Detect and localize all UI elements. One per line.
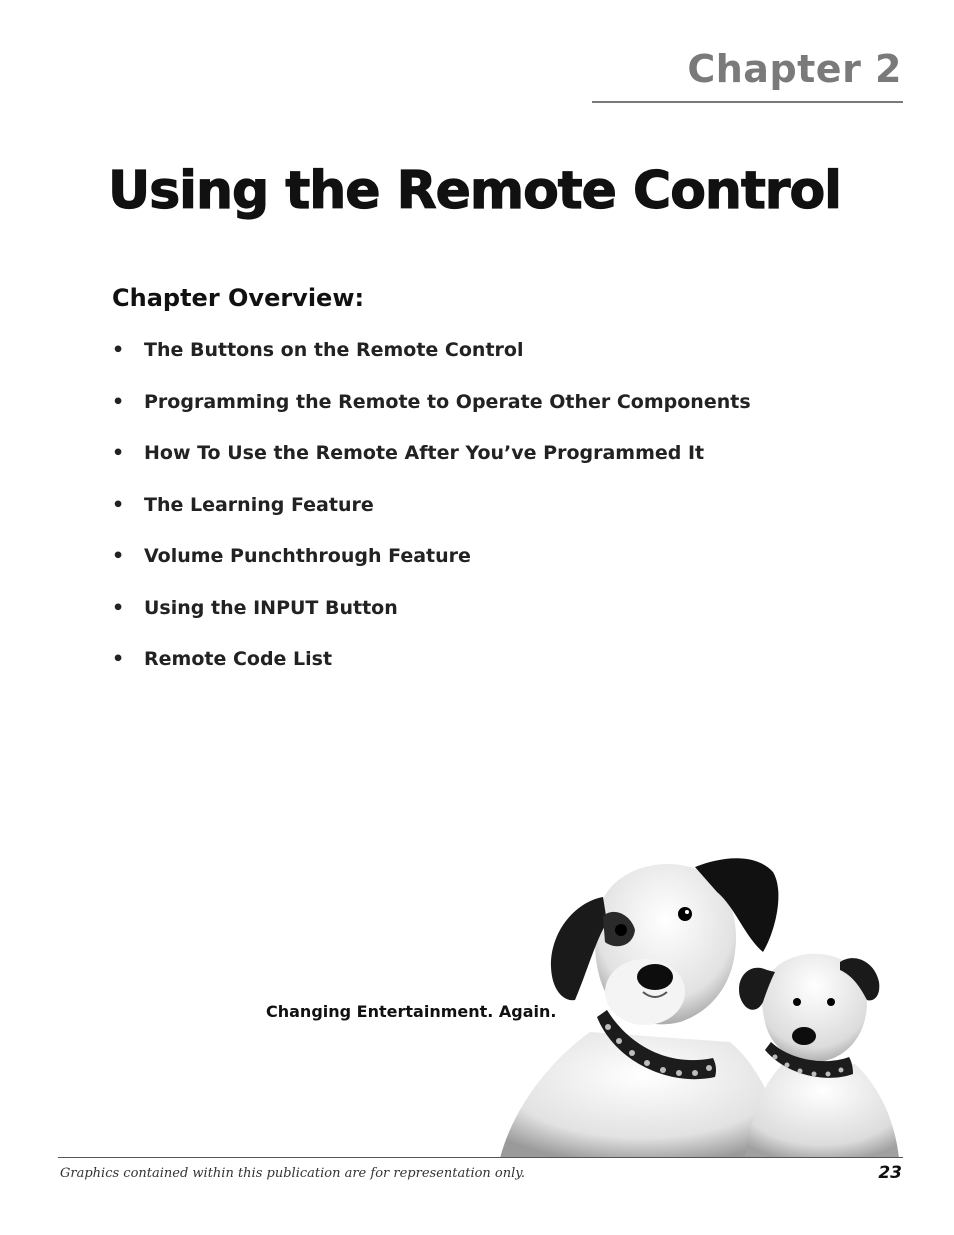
page-title: Using the Remote Control [108,161,841,221]
list-item-text: Volume Punchthrough Feature [144,545,471,567]
bullet-icon: • [112,390,125,413]
overview-list [112,339,751,700]
list-item [112,391,751,443]
list-item-text: The Buttons on the Remote Control [144,339,524,361]
bullet-icon: • [112,545,125,567]
list-item [112,339,751,391]
list-item [112,648,751,700]
two-dogs-photo-icon [495,852,905,1158]
list-item-text: Remote Code List [144,648,333,670]
tagline: Changing Entertainment. Again. [266,1002,557,1021]
list-item-text: How To Use the Remote After You’ve Programmed It [144,442,705,464]
bullet-icon: • [112,596,125,619]
list-item-text: Using the INPUT Button [144,596,398,619]
list-item [112,494,751,546]
bullet-icon: • [112,442,125,464]
chapter-label: Chapter 2 [687,47,902,91]
chapter-rule [592,101,903,103]
footer-note: Graphics contained within this publication are for representation only. [60,1166,526,1181]
list-item [112,597,751,649]
page-number: 23 [878,1163,902,1183]
list-item [112,442,751,494]
bullet-icon: • [112,339,125,361]
bullet-icon: • [112,493,125,516]
list-item [112,545,751,597]
bullet-icon: • [112,648,125,670]
list-item-text: The Learning Feature [144,493,374,516]
list-item-text: Programming the Remote to Operate Other Components [144,390,751,413]
overview-heading: Chapter Overview: [112,284,365,312]
footer-rule [58,1157,903,1158]
